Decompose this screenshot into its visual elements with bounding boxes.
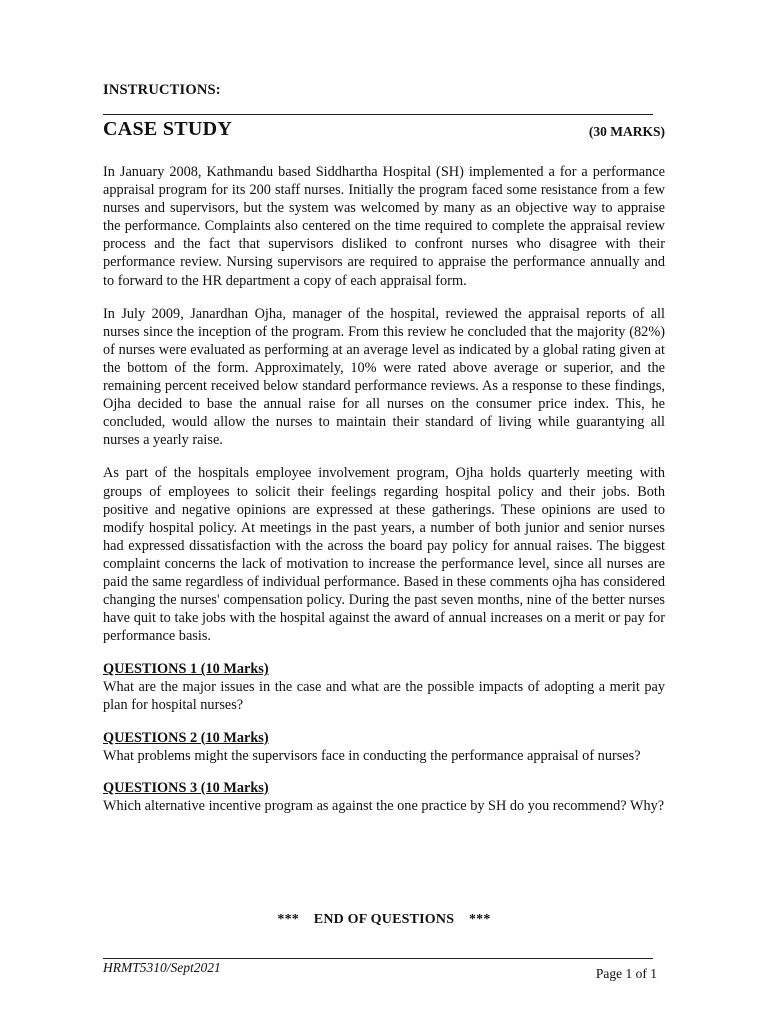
footer-page-number: Page 1 of 1 (595, 966, 657, 981)
question-3-heading: QUESTIONS 3 (10 Marks) (103, 779, 269, 796)
question-3-text: Which alternative incentive program as against the one practice by SH do you recommend? Why? (103, 797, 665, 814)
question-3 (103, 779, 665, 815)
case-body (103, 163, 665, 829)
question-2 (103, 729, 665, 765)
question-1 (103, 660, 665, 714)
question-1-heading: QUESTIONS 1 (10 Marks) (103, 661, 269, 678)
end-of-questions-text: *** END OF QUESTIONS *** (277, 912, 491, 927)
footer-course-code: HRMT5310/Sept2021 (103, 960, 221, 975)
question-1-text: What are the major issues in the case and what are the possible impacts of adopting a merit pay plan for hospital nurses? (103, 679, 665, 714)
total-marks: (30 MARKS) (588, 124, 665, 139)
case-paragraph-1: In January 2008, Kathmandu based Siddhartha Hospital (SH) implemented a for a performance appraisal program for its 200 staff nurses. Initially the program faced some resistance from a few nurses and supervisors, but the system was welcomed by many as an objective way to appraise the performance. Complaints also centered on the time required to complete the appraisal review process and the fact that supervisors disliked to confront nurses who disagree with their performance review. Nursing supervisors are required to appraise the performance annually and to forward to the HR department a copy of each appraisal form. (103, 164, 665, 289)
footer-divider (103, 958, 653, 959)
instructions-heading: INSTRUCTIONS: (103, 82, 221, 98)
question-2-heading: QUESTIONS 2 (10 Marks) (103, 729, 269, 746)
document-page (103, 0, 665, 1024)
header-divider (103, 114, 653, 115)
case-study-title: CASE STUDY (103, 118, 233, 140)
end-of-questions (103, 912, 665, 928)
case-paragraph-3: As part of the hospitals employee involvement program, Ojha holds quarterly meeting with groups of employees to solicit their feelings regarding hospital policy and their jobs. Both positive and negative opinions are expressed at these gatherings. These opinions are used to modify hospital policy. At meetings in the past years, a number of both junior and senior nurses had expressed dissatisfaction with the across the board pay policy for annual raises. The biggest complaint concerns the lack of motivation to increase the performance level, since all nurses are paid the same regardless of individual performance. Based in these comments ojha has considered changing the nurses' compensation policy. During the past seven months, nine of the better nurses have quit to take jobs with the hospital against the award of annual increases on a merit or pay for performance basis. (103, 465, 665, 645)
question-2-text: What problems might the supervisors face in conducting the performance appraisal of nurses? (103, 747, 641, 764)
case-paragraph-2: In July 2009, Janardhan Ojha, manager of the hospital, reviewed the appraisal reports of all nurses since the inception of the program. From this review he concluded that the majority (82%) of nurses were evaluated as performing at an average level as indicated by a global rating given at the bottom of the form. Approximately, 10% were rated above average or superior, and the remaining percent received below standard performance reviews. As a response to these findings, Ojha decided to base the annual raise for all nurses on the consumer price index. This, he concluded, would allow the nurses to maintain their standard of living while guarantying all nurses a yearly raise. (103, 305, 665, 449)
title-row (103, 118, 665, 144)
